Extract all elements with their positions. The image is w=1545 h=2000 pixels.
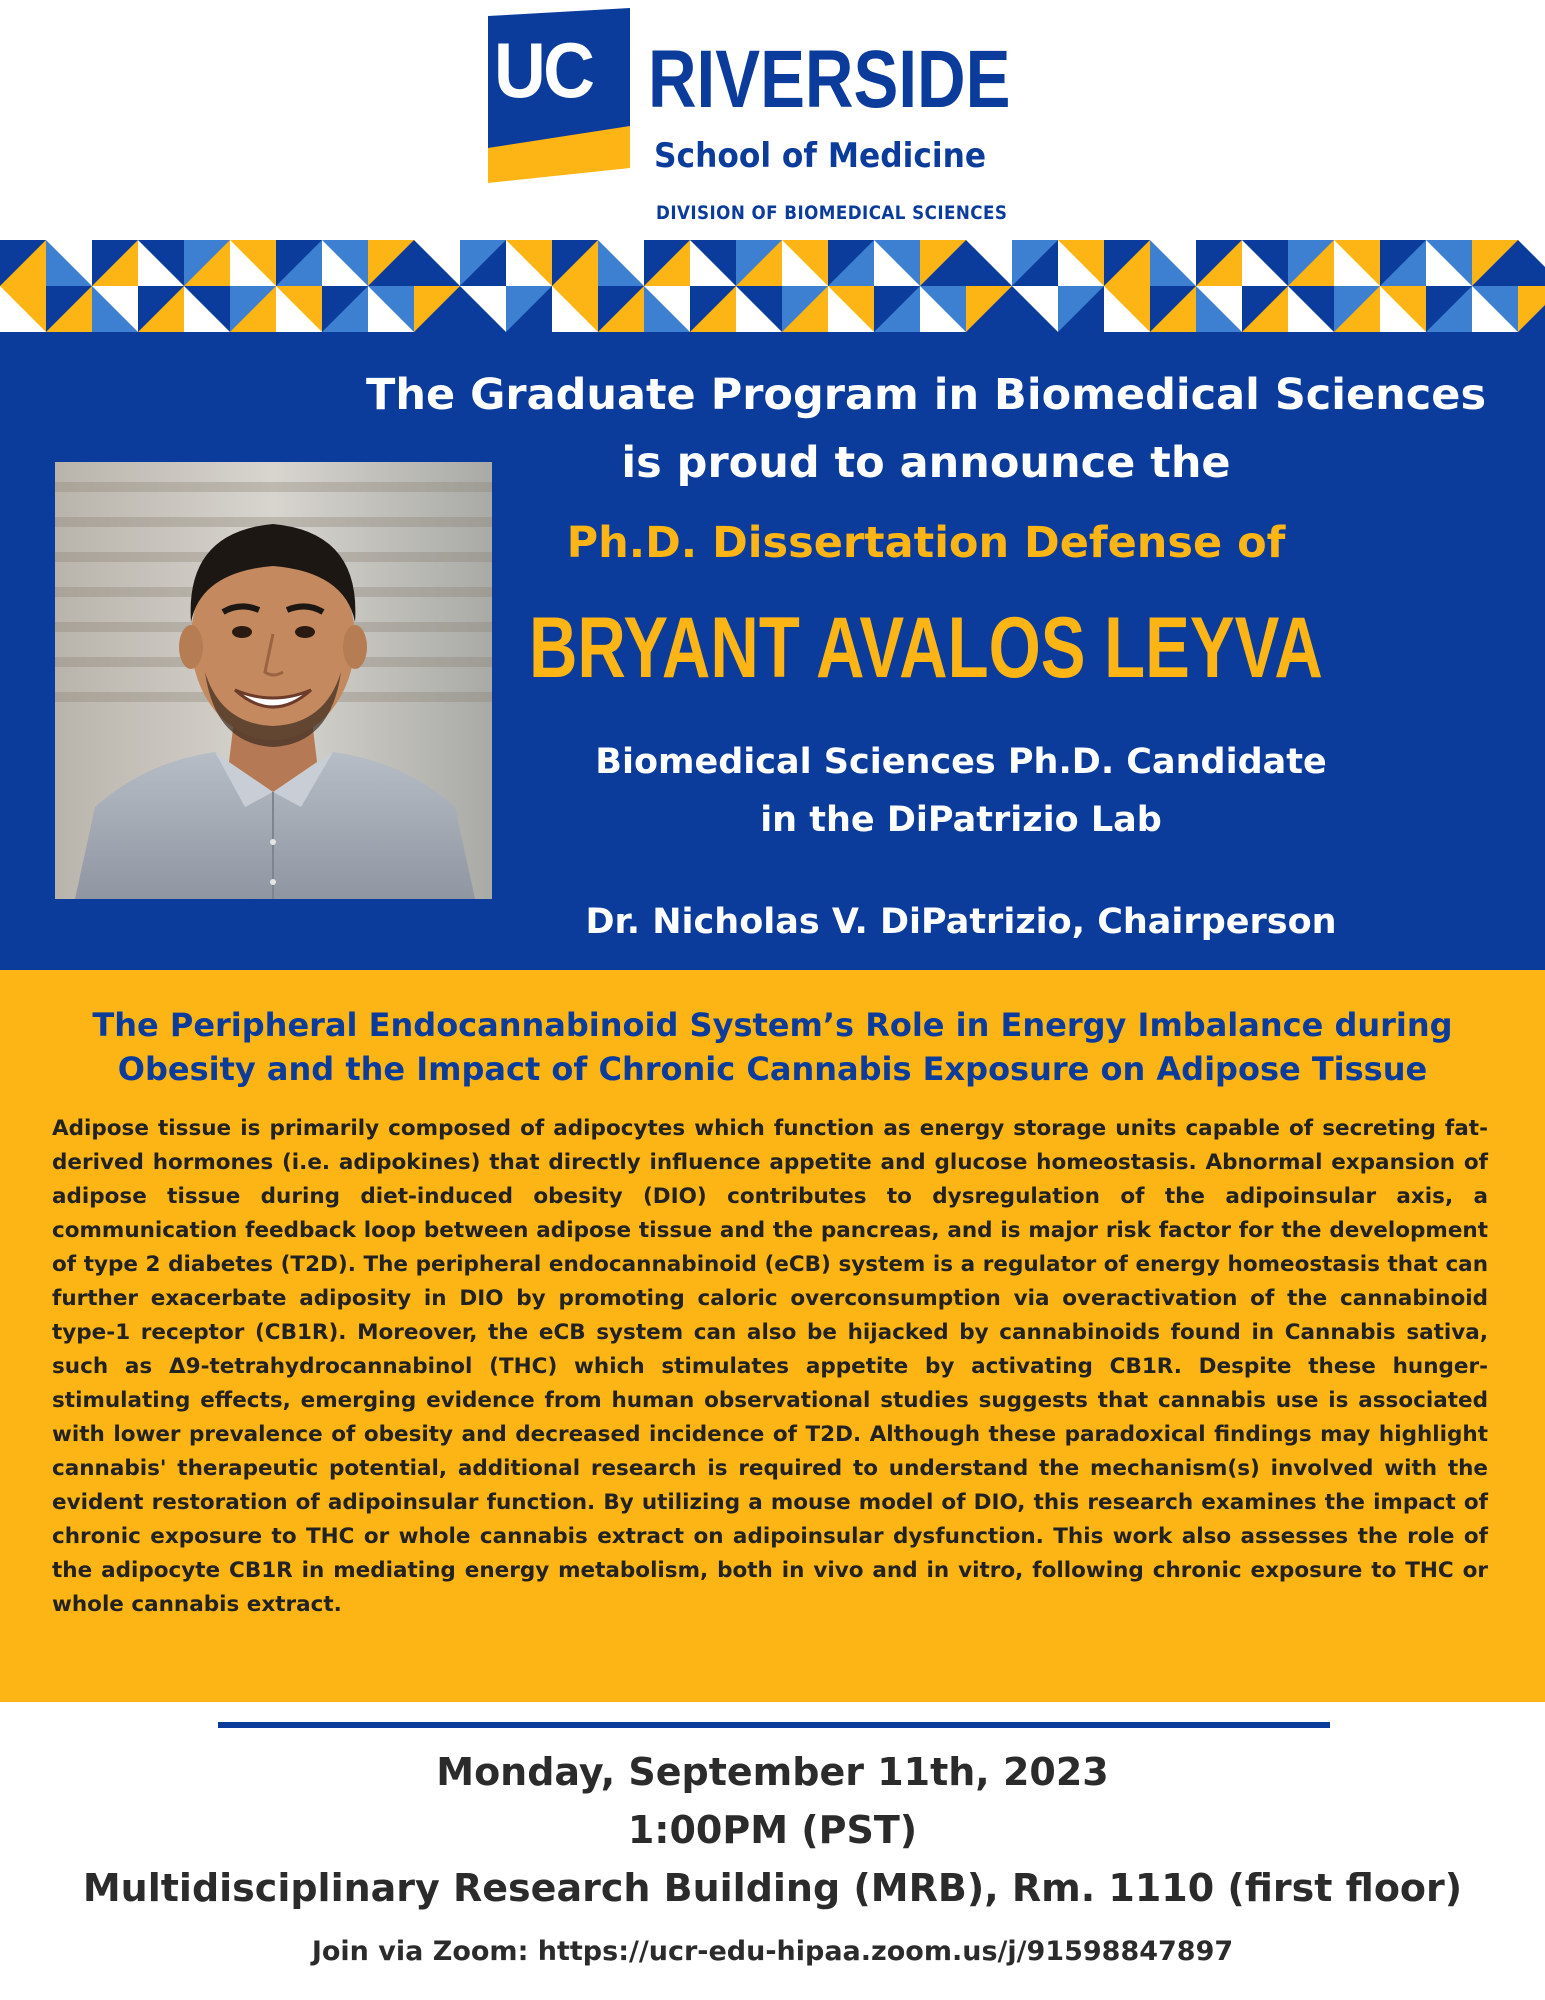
division-name: DIVISION OF BIOMEDICAL SCIENCES [656, 202, 1008, 224]
divider [218, 1722, 1330, 1728]
chairperson: Dr. Nicholas V. DiPatrizio, Chairperson [585, 902, 1337, 942]
ucr-logo [488, 8, 1068, 224]
intro-line-2: is proud to announce the [621, 438, 1231, 488]
uc-wordmark: UC [494, 26, 593, 114]
event-date: Monday, September 11th, 2023 [436, 1750, 1109, 1794]
candidate-name-text: BRYANT AVALOS LEYVA [529, 600, 1323, 696]
event-location: Multidisciplinary Research Building (MRB), Rm. 1110 (first floor) [82, 1866, 1463, 1910]
event-time: 1:00PM (PST) [627, 1808, 918, 1852]
intro-line-1: The Graduate Program in Biomedical Sciences [366, 370, 1487, 420]
talk-title-line-2: Obesity and the Impact of Chronic Cannabis Exposure on Adipose Tissue [117, 1050, 1428, 1088]
school-name: School of Medicine [654, 136, 987, 176]
zoom-link[interactable]: Join via Zoom: https://ucr-edu-hipaa.zoom.us/j/91598847897 [311, 1936, 1234, 1967]
decorative-pattern [0, 240, 1545, 332]
candidate-photo [55, 462, 492, 899]
abstract-text: Adipose tissue is primarily composed of adipocytes which function as energy storage units capable of secreting fat-derived hormones (i.e. adipokines) that directly influence appetite and glucose homeostasis. Abnormal expansion of adipose tissue during diet-induced obesity (DIO) contributes to dysregulation of the adipoinsular axis, a communication feedback loop between adipose tissue and the pancreas, and is major risk factor for the development of type 2 diabetes (T2D). The peripheral endocannabinoid (eCB) system is a regulator of energy homeostasis that can further exacerbate adiposity in DIO by promoting caloric overconsumption via overactivation of the cannabinoid type-1 receptor (CB1R). Moreover, the eCB system can also be hijacked by cannabinoids found in Cannabis sativa, such as Δ9-tetrahydrocannabinol (THC) which stimulates appetite by activating CB1R. Despite these hunger-stimulating effects, emerging evidence from human observational studies suggests that cannabis use is associated with lower prevalence of obesity and decreased incidence of T2D. Although these paradoxical findings may highlight cannabis' therapeutic potential, additional research is required to understand the mechanism(s) involved with the evident restoration of adipoinsular function. By utilizing a mouse model of DIO, this research examines the impact of chronic exposure to THC or whole cannabis extract on adipoinsular dysfunction. This work also assesses the role of the adipocyte CB1R in mediating energy metabolism, both in vivo and in vitro, following chronic exposure to THC or whole cannabis extract. [52, 1116, 1488, 1617]
candidate-name [366, 598, 1486, 698]
talk-title-line-1: The Peripheral Endocannabinoid System’s Role in Energy Imbalance during [92, 1006, 1453, 1044]
candidate-role-1: Biomedical Sciences Ph.D. Candidate [595, 742, 1327, 782]
candidate-role-2: in the DiPatrizio Lab [760, 800, 1162, 840]
event-type: Ph.D. Dissertation Defense of [566, 518, 1286, 568]
riverside-wordmark: RIVERSIDE [648, 34, 1011, 125]
